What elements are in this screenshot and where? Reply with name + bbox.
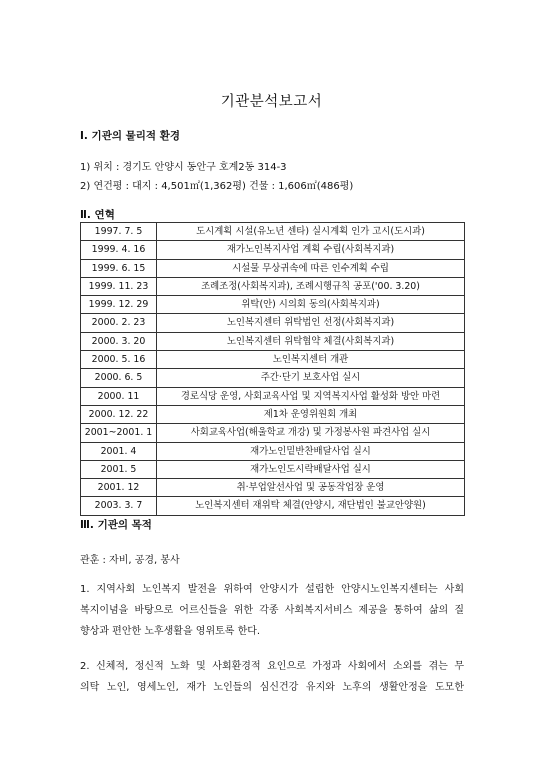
history-row — [81, 277, 465, 295]
history-event-cell: 위탁(안) 시의회 동의(사회복지과) — [157, 296, 465, 314]
history-row — [81, 497, 465, 515]
history-row — [81, 442, 465, 460]
history-event-cell: 조례조정(사회복지과), 조례시행규칙 공포('00. 3.20) — [157, 277, 465, 295]
history-event-cell: 재가노인도시락배달사업 실시 — [157, 460, 465, 478]
history-row — [81, 405, 465, 423]
history-date-cell: 2001. 4 — [81, 442, 157, 460]
history-event-cell: 노인복지센터 위탁법인 선정(사회복지과) — [157, 314, 465, 332]
history-event-cell: 노인복지센터 개관 — [157, 351, 465, 369]
history-date-cell: 2000. 12. 22 — [81, 405, 157, 423]
purpose-paragraph-1-line-3: 향상과 편안한 노후생활을 영위토록 한다. — [80, 626, 261, 637]
history-date-cell: 1997. 7. 5 — [81, 223, 157, 241]
section-heading-physical-environment: Ⅰ. 기관의 물리적 환경 — [80, 130, 181, 142]
history-row — [81, 460, 465, 478]
history-date-cell: 2000. 11 — [81, 387, 157, 405]
motto-line: 관훈 : 자비, 공경, 봉사 — [80, 555, 180, 566]
history-date-cell: 2000. 2. 23 — [81, 314, 157, 332]
history-row — [81, 332, 465, 350]
history-date-cell: 1999. 12. 29 — [81, 296, 157, 314]
purpose-paragraph-2-line-1: 2. 신체적, 정신적 노화 및 사회환경적 요인으로 가정과 사회에서 소외를 겪는 무 — [80, 661, 464, 672]
history-date-cell: 1999. 4. 16 — [81, 241, 157, 259]
history-date-cell: 2003. 3. 7 — [81, 497, 157, 515]
location-line: 1) 위치 : 경기도 안양시 동안구 호계2동 314-3 — [80, 162, 287, 173]
history-date-cell: 2001~2001. 1 — [81, 424, 157, 442]
history-event-cell: 재가노인밑반찬배달사업 실시 — [157, 442, 465, 460]
history-row — [81, 387, 465, 405]
history-event-cell: 경로식당 운영, 사회교육사업 및 지역복지사업 활성화 방안 마련 — [157, 387, 465, 405]
history-event-cell: 도시계획 시설(유노년 센타) 실시계획 인가 고시(도시과) — [157, 223, 465, 241]
history-table-body — [81, 223, 465, 516]
purpose-paragraph-1-line-1: 1. 지역사회 노인복지 발전을 위하여 안양시가 설립한 안양시노인복지센터는 사회 — [80, 584, 464, 595]
history-event-cell: 주간·단기 보호사업 실시 — [157, 369, 465, 387]
history-event-cell: 재가노인복지사업 계획 수립(사회복지과) — [157, 241, 465, 259]
section-heading-history: Ⅱ. 연혁 — [80, 209, 115, 221]
history-row — [81, 351, 465, 369]
history-date-cell: 2000. 5. 16 — [81, 351, 157, 369]
section-heading-purpose: Ⅲ. 기관의 목적 — [80, 519, 152, 531]
history-row — [81, 314, 465, 332]
history-row — [81, 479, 465, 497]
history-event-cell: 시설물 무상귀속에 따른 인수계획 수립 — [157, 259, 465, 277]
document-title: 기관분석보고서 — [220, 94, 323, 110]
purpose-paragraph-2-line-2: 의탁 노인, 영세노인, 재가 노인들의 심신건강 유지와 노후의 생활안정을 도모한 — [80, 682, 464, 693]
history-row — [81, 296, 465, 314]
history-event-cell: 취·부업알선사업 및 공동작업장 운영 — [157, 479, 465, 497]
purpose-paragraph-1-line-2: 복지이념을 바탕으로 어르신들을 위한 각종 사회복지서비스 제공을 통하여 삶의 질 — [80, 605, 464, 616]
history-event-cell: 노인복지센터 위탁협약 체결(사회복지과) — [157, 332, 465, 350]
history-event-cell: 제1차 운영위원회 개최 — [157, 405, 465, 423]
history-row — [81, 259, 465, 277]
history-event-cell: 노인복지센터 재위탁 체결(안양시, 재단법인 불교안양원) — [157, 497, 465, 515]
history-date-cell: 2001. 5 — [81, 460, 157, 478]
history-table — [80, 222, 465, 516]
history-date-cell: 1999. 11. 23 — [81, 277, 157, 295]
history-date-cell: 2000. 6. 5 — [81, 369, 157, 387]
history-date-cell: 1999. 6. 15 — [81, 259, 157, 277]
history-row — [81, 241, 465, 259]
history-row — [81, 424, 465, 442]
history-event-cell: 사회교육사업(해울학교 개강) 및 가정봉사원 파견사업 실시 — [157, 424, 465, 442]
history-row — [81, 369, 465, 387]
history-row — [81, 223, 465, 241]
history-date-cell: 2000. 3. 20 — [81, 332, 157, 350]
floor-area-line: 2) 연건평 : 대지 : 4,501㎡(1,362평) 건물 : 1,606㎡(486평) — [80, 181, 354, 192]
history-date-cell: 2001. 12 — [81, 479, 157, 497]
